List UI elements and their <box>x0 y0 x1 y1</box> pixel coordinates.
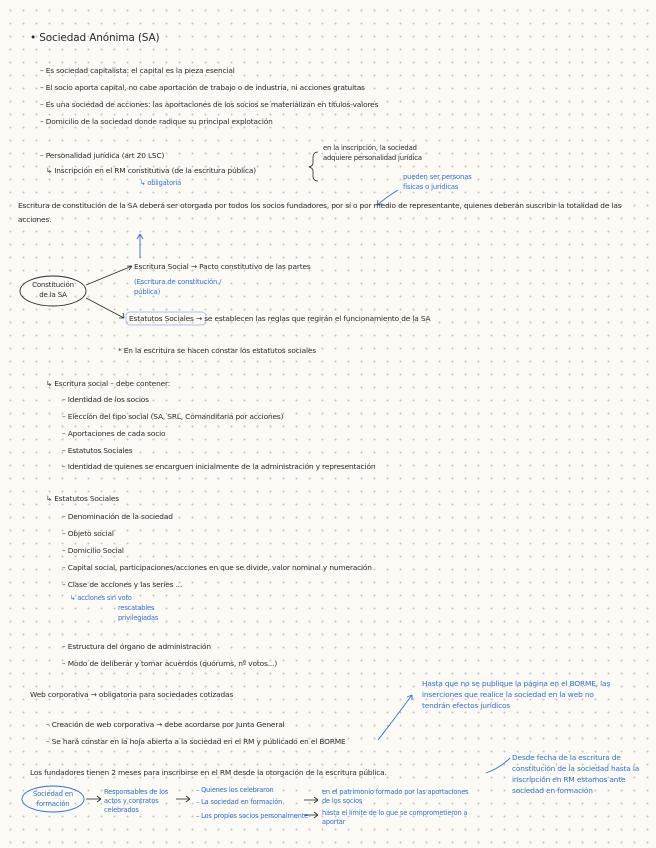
quienes-item: – Los propios socios personalmente <box>196 812 309 820</box>
personas-note: físicas o jurídicas <box>403 183 459 191</box>
intro-line: – El socio aporta capital, no cabe aportación de trabajo o de industria, ni acciones gratuitas <box>40 83 365 92</box>
quienes-item: – La sociedad en formación <box>196 798 283 806</box>
list-item: – Estructura del órgano de administración <box>62 642 211 651</box>
star-note: * En la escritura se hacen constar los estatutos sociales <box>118 346 316 355</box>
acciones-type: rescatables <box>118 604 155 612</box>
estatutos-sociales: Estatutos Sociales → se establecen las reglas que regirán el funcionamiento de la SA <box>129 314 431 323</box>
acciones-type: privilegiadas <box>118 614 159 622</box>
web-note: Hasta que no se publique la página en el BORME, las inserciones que realice la sociedad en la web no tendrán efectos jurídicos <box>422 679 611 710</box>
web-item: – Creación de web corporativa → debe acordarse por Junta General <box>46 720 285 729</box>
escritura-note: (Escritura de constitución / pública) <box>134 278 222 296</box>
escritura-heading: ↳ Escritura social – debe contener: <box>46 379 171 388</box>
brace-personalidad <box>309 152 318 181</box>
inscripcion-line: ↳ Inscripción en el RM constitutiva (de la escritura pública) <box>46 166 256 175</box>
web-heading: Web corporativa → obligatoria para sociedades cotizadas <box>30 690 234 699</box>
page-title: • Sociedad Anónima (SA) <box>30 32 160 44</box>
personalidad-line: – Personalidad jurídica (art 20 LSC) <box>40 151 165 160</box>
web-item: – Se hará constar en la hoja abierta a la sociedad en el RM y publicado en el BORME <box>46 737 346 746</box>
result-note: hasta el límite de lo que se comprometieron a aportar <box>322 809 468 826</box>
list-item: – Estatutos Sociales <box>62 446 133 455</box>
escritura-paragraph: Escritura de constitución de la SA deberá ser otorgada por todos los socios fundadores, por sí o por medio de representante, quienes deberán suscribir la totalidad de las acciones. <box>18 201 622 224</box>
brace-note: en la inscripción, la sociedad <box>323 144 417 152</box>
acciones-type: ↳ acciones sin voto <box>70 594 132 602</box>
list-item: – Aportaciones de cada socio <box>62 429 166 438</box>
arrow-to-estatutos <box>86 298 124 318</box>
arrow-to-escritura <box>86 266 132 285</box>
quienes-item: – Quienes los celebraron <box>196 786 274 794</box>
arrow-web-note <box>378 695 412 740</box>
intro-line: – Es una sociedad de acciones: las aportaciones de los socios se materializan en títulos-valores <box>40 100 379 109</box>
fundadores-note: Desde fecha de la escritura de constitución de la sociedad hasta la inscripción en RM estamos ante sociedad en formación <box>512 753 640 795</box>
arrow-fundadores-note <box>486 758 510 773</box>
brace-note: adquiere personalidad jurídica <box>323 154 422 162</box>
list-item: – Objeto social <box>62 529 114 538</box>
constitucion-oval-label: Constitución de la SA <box>32 281 74 299</box>
list-item: – Modo de deliberar y tomar acuerdos (quórums, nº votos...) <box>62 659 278 668</box>
list-item: – Identidad de los socios <box>62 395 149 404</box>
responsables-label: Responsables de los actos y contratos celebrados <box>104 788 169 814</box>
list-item: – Identidad de quienes se encarguen inicialmente de la administración y representación <box>62 462 376 471</box>
result-note: en el patrimonio formado por las aportaciones de los socios <box>322 788 469 805</box>
fundadores-line: Los fundadores tienen 2 meses para inscribirse en el RM desde la otorgación de la escritura pública. <box>30 768 387 777</box>
escritura-social: Escritura Social → Pacto constitutivo de las partes <box>134 262 311 271</box>
intro-line: – Domicilio de la sociedad donde radique su principal explotación <box>40 117 273 126</box>
personas-note: pueden ser personas <box>403 173 472 181</box>
list-item: – Clase de acciones y las series ... <box>62 580 183 589</box>
obligatoria-note: ↳ obligatoria <box>140 179 181 187</box>
list-item: – Capital social, participaciones/acciones en que se divide, valor nominal y numeración <box>62 563 372 572</box>
list-item: – Denominación de la sociedad <box>62 512 173 521</box>
list-item: – Elección del tipo social (SA, SRL, Comanditaria por acciones) <box>62 412 284 421</box>
list-item: – Domicilio Social <box>62 546 124 555</box>
formacion-oval-label: Sociedad en formación <box>32 790 74 808</box>
estatutos-heading: ↳ Estatutos Sociales <box>46 494 119 503</box>
intro-line: – Es sociedad capitalista: el capital es la pieza esencial <box>40 66 235 75</box>
